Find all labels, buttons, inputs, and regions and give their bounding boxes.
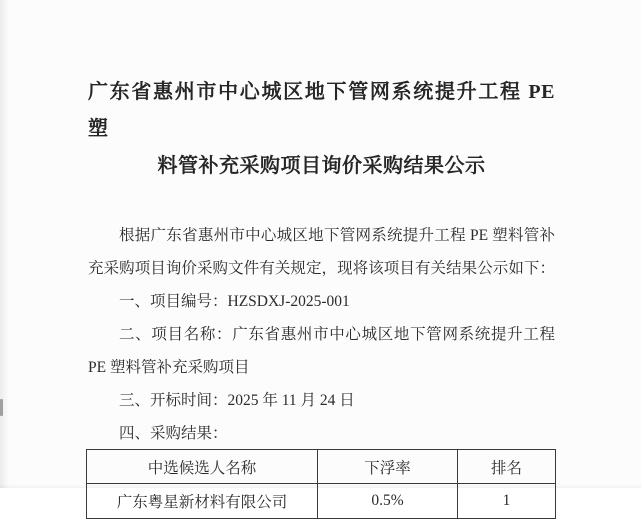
page-title — [88, 74, 555, 185]
item-line: 四、采购结果： — [119, 425, 228, 442]
table-cell-rank: 1 — [458, 484, 556, 519]
left-edge-smudge — [0, 399, 3, 416]
numbered-item-list — [88, 285, 555, 450]
table-cell-candidate: 广东粤星新材料有限公司 — [87, 484, 318, 519]
item-line: 一、项目编号：HZSDXJ-2025-001 — [119, 293, 350, 310]
title-line: 料管补充采购项目询价采购结果公示 — [157, 155, 486, 177]
document-content — [88, 0, 555, 519]
body-paragraph — [88, 219, 555, 285]
table-cell-rate: 0.5% — [318, 484, 458, 519]
paragraph-line: 充采购项目询价采购文件有关规定，现将该项目有关结果公示如下： — [88, 260, 555, 277]
item-line: PE 塑料管补充采购项目 — [88, 359, 250, 376]
title-line: 广东省惠州市中心城区地下管网系统提升工程 PE 塑 — [88, 81, 555, 140]
table-header-row — [87, 450, 556, 484]
results-table-head — [87, 450, 556, 484]
table-header-cell: 中选候选人名称 — [87, 450, 318, 484]
table-row — [87, 484, 556, 519]
results-table-body — [87, 484, 556, 519]
results-table — [86, 449, 556, 519]
table-header-cell: 排名 — [458, 450, 556, 484]
paragraph-line: 根据广东省惠州市中心城区地下管网系统提升工程 PE 塑料管补 — [119, 227, 555, 244]
item-line: 二、项目名称：广东省惠州市中心城区地下管网系统提升工程 — [119, 326, 555, 343]
item-line: 三、开标时间：2025 年 11 月 24 日 — [119, 392, 355, 409]
table-header-cell: 下浮率 — [318, 450, 458, 484]
